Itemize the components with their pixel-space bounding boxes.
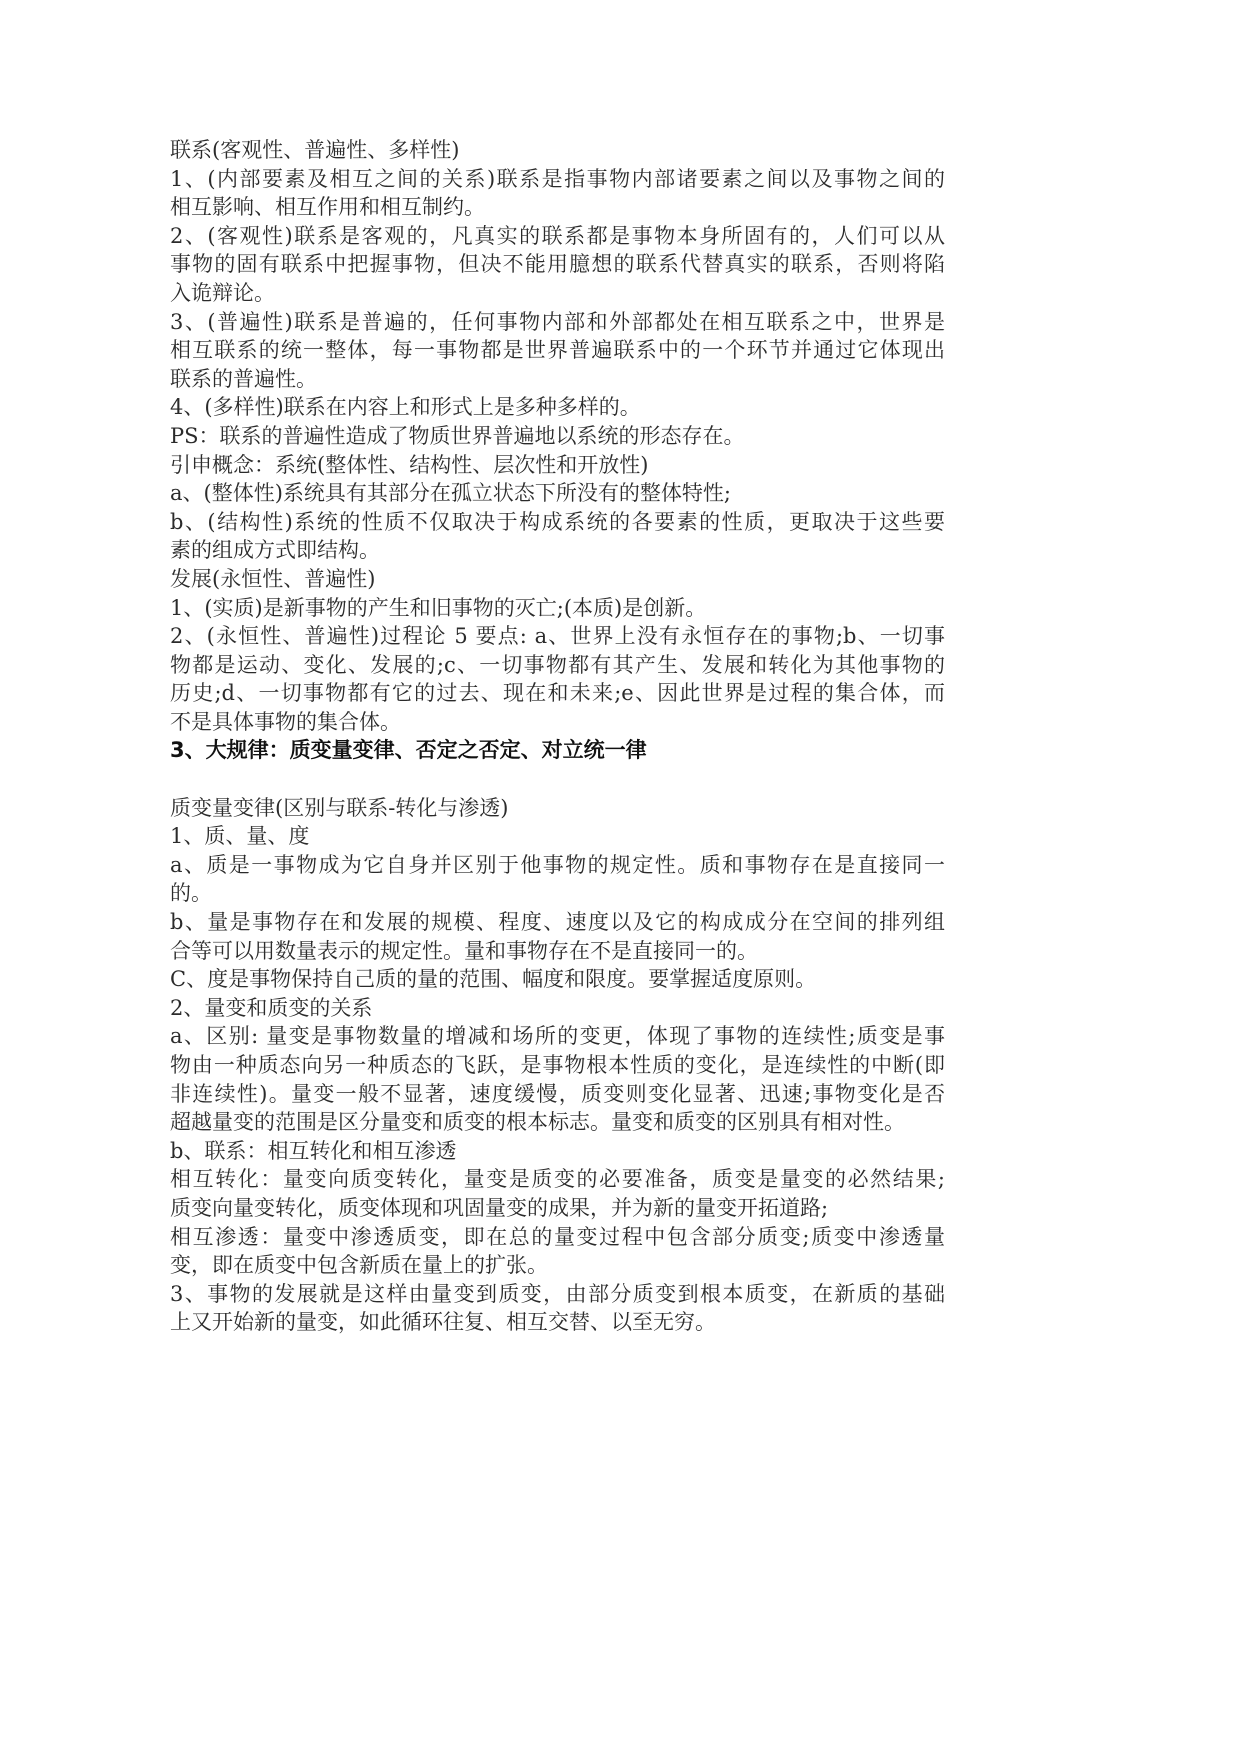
- section-title-line: 发展(永恒性、普遍性): [170, 566, 376, 591]
- text-line: 物由一种质态向另一种质态的飞跃，是事物根本性质的变化，是连续性的中断(即: [170, 1053, 945, 1077]
- text-line: 上又开始新的量变，如此循环往复、相互交替、以至无穷。: [170, 1310, 716, 1335]
- text-line: 变，即在质变中包含新质在量上的扩张。: [170, 1253, 548, 1278]
- text-line: b、量是事物存在和发展的规模、程度、速度以及它的构成成分在空间的排列组: [170, 910, 945, 935]
- section-title-line: 质变量变律(区别与联系-转化与渗透): [170, 795, 509, 820]
- text-line: C、度是事物保持自己质的量的范围、幅度和限度。要掌握适度原则。: [170, 967, 817, 992]
- paragraph: [170, 508, 945, 565]
- paragraph: [170, 451, 945, 480]
- text-line: 引申概念：系统(整体性、结构性、层次性和开放性): [170, 452, 649, 477]
- text-line: a、质是一事物成为它自身并区别于他事物的规定性。质和事物存在是直接同一: [170, 852, 945, 877]
- paragraph: [170, 393, 945, 422]
- paragraph: [170, 1165, 945, 1222]
- text-line: 1、(实质)是新事物的产生和旧事物的灭亡;(本质)是创新。: [170, 595, 707, 620]
- text-line: 历史;d、一切事物都有它的过去、现在和未来;e、因此世界是过程的集合体，而: [170, 681, 945, 706]
- text-line: 合等可以用数量表示的规定性。量和事物存在不是直接同一的。: [170, 938, 758, 963]
- section-title-line: 联系(客观性、普遍性、多样性): [170, 138, 460, 162]
- text-line: PS：联系的普遍性造成了物质世界普遍地以系统的形态存在。: [170, 423, 745, 448]
- text-line: 2、(永恒性、普遍性)过程论 5 要点: a、世界上没有永恒存在的事物;b、一切事: [170, 624, 945, 649]
- text-line: 相互转化：量变向质变转化，量变是质变的必要准备，质变是量变的必然结果;: [170, 1167, 945, 1192]
- paragraph: [170, 308, 945, 394]
- paragraph: [170, 965, 945, 994]
- text-line: 事物的固有联系中把握事物，但决不能用臆想的联系代替真实的联系，否则将陷: [170, 252, 945, 277]
- text-line: 3、(普遍性)联系是普遍的，任何事物内部和外部都处在相互联系之中，世界是: [170, 309, 945, 334]
- text-line: 1、质、量、度: [170, 824, 310, 849]
- paragraph: [170, 422, 945, 451]
- text-line: 素的组成方式即结构。: [170, 538, 380, 563]
- bold-heading: 3、大规律：质变量变律、否定之否定、对立统一律: [170, 738, 647, 763]
- text-line: 4、(多样性)联系在内容上和形式上是多种多样的。: [170, 395, 641, 420]
- text-line: 联系的普遍性。: [170, 366, 317, 391]
- paragraph: [170, 165, 945, 222]
- text-line: 的。: [170, 881, 212, 906]
- text-line: a、(整体性)系统具有其部分在孤立状态下所没有的整体特性;: [170, 481, 731, 506]
- paragraph: [170, 994, 945, 1023]
- paragraph: [170, 565, 945, 594]
- paragraph: [170, 1137, 945, 1166]
- text-line: 相互影响、相互作用和相互制约。: [170, 195, 485, 220]
- paragraph: [170, 222, 945, 308]
- text-line: b、(结构性)系统的性质不仅取决于构成系统的各要素的性质，更取决于这些要: [170, 509, 945, 534]
- text-line: 1、(内部要素及相互之间的关系)联系是指事物内部诸要素之间以及事物之间的: [170, 166, 945, 191]
- text-line: a、区别: 量变是事物数量的增减和场所的变更，体现了事物的连续性;质变是事: [170, 1024, 945, 1049]
- document-body: [170, 136, 945, 1337]
- paragraph: [170, 479, 945, 508]
- paragraph: [170, 594, 945, 623]
- text-line: b、联系：相互转化和相互渗透: [170, 1138, 457, 1163]
- paragraph: [170, 851, 945, 908]
- paragraph: [170, 822, 945, 851]
- text-line: 非连续性)。量变一般不显著，速度缓慢，质变则变化显著、迅速;事物变化是否: [170, 1081, 945, 1106]
- text-line: 相互渗透：量变中渗透质变，即在总的量变过程中包含部分质变;质变中渗透量: [170, 1224, 945, 1249]
- text-line: 相互联系的统一整体，每一事物都是世界普遍联系中的一个环节并通过它体现出: [170, 338, 945, 363]
- text-line: 质变向量变转化，质变体现和巩固量变的成果，并为新的量变开拓道路;: [170, 1195, 829, 1220]
- paragraph: [170, 908, 945, 965]
- text-line: 2、量变和质变的关系: [170, 995, 373, 1020]
- paragraph: [170, 794, 945, 823]
- text-line: 2、(客观性)联系是客观的，凡真实的联系都是事物本身所固有的，人们可以从: [170, 223, 945, 248]
- text-line: 不是具体事物的集合体。: [170, 709, 401, 734]
- text-line: 3、事物的发展就是这样由量变到质变，由部分质变到根本质变，在新质的基础: [170, 1281, 945, 1306]
- text-line: 物都是运动、变化、发展的;c、一切事物都有其产生、发展和转化为其他事物的: [170, 652, 945, 677]
- blank-line: [170, 765, 945, 794]
- paragraph: [170, 622, 945, 736]
- text-line: 超越量变的范围是区分量变和质变的根本标志。量变和质变的区别具有相对性。: [170, 1110, 905, 1135]
- text-line: 入诡辩论。: [170, 280, 275, 305]
- paragraph: [170, 1223, 945, 1280]
- paragraph: [170, 1280, 945, 1337]
- paragraph: [170, 136, 945, 165]
- paragraph: [170, 1022, 945, 1136]
